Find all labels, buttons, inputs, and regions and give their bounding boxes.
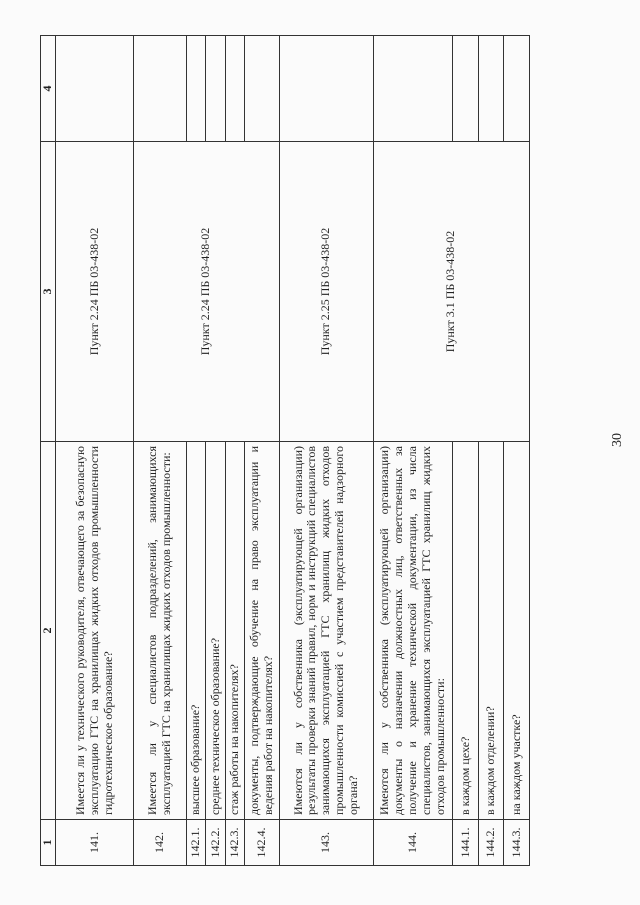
answer-cell [134,36,187,142]
answer-cell [225,36,244,142]
row-number: 142. [134,820,187,866]
table-row [373,36,453,866]
answer-cell [206,36,225,142]
answer-cell [56,36,134,142]
requirement-text: высшее образование? [187,442,206,820]
requirement-text: Имеются ли у собственника (эксплуатирующей организации) документы о назначении должностных лиц, ответственных за получение и хранение технической документации, из числа специалистов, занимающихся эксплуатацией ГТС хранилищ жидких отходов промышленности: [373,442,453,820]
requirement-text: среднее техническое образование? [206,442,225,820]
header-col-4: 4 [41,36,56,142]
row-number: 142.3. [225,820,244,866]
row-number: 141. [56,820,134,866]
checklist-table [40,35,530,866]
answer-cell [478,36,504,142]
row-number: 142.4. [244,820,279,866]
requirement-text: документы, подтверждающие обучение на право эксплуатации и ведения работ на накопителях? [244,442,279,820]
answer-cell [187,36,206,142]
requirement-text: Имеются ли у собственника (эксплуатирующей организации) результаты проверки знаний правил, норм и инструкций специалистов занимающихся эксплуатацией ГТС хранилищ жидких отходов промышленности комиссией с участием представителей надзорного органа? [279,442,373,820]
header-col-3: 3 [41,142,56,442]
answer-cell [453,36,479,142]
regulation-reference: Пункт 2.24 ПБ 03-438-02 [56,142,134,442]
table-row [56,36,134,866]
header-col-1: 1 [41,820,56,866]
row-number: 143. [279,820,373,866]
row-number: 144.2. [478,820,504,866]
page-number: 30 [610,433,625,447]
answer-cell [279,36,373,142]
requirement-text: Имеется ли у технического руководителя, отвечающего за безопасную эксплуатацию ГТС на хранилищах жидких отходов промышленности гидротехническое образование? [56,442,134,820]
row-number: 142.2. [206,820,225,866]
rotated-table-container [40,36,530,866]
requirement-text: стаж работы на накопителях? [225,442,244,820]
header-col-2: 2 [41,442,56,820]
requirement-text: в каждом цехе? [453,442,479,820]
row-number: 144.3. [504,820,530,866]
regulation-reference: Пункт 3.1 ПБ 03-438-02 [373,142,529,442]
row-number: 144.1. [453,820,479,866]
requirement-text: в каждом отделении? [478,442,504,820]
page-number-wrapper [610,433,634,468]
row-number: 142.1. [187,820,206,866]
answer-cell [504,36,530,142]
requirement-text: на каждом участке? [504,442,530,820]
table-row [279,36,373,866]
requirement-text: Имеется ли у специалистов подразделений, занимающихся эксплуатацией ГТС на хранилищах жидких отходов промышленности: [134,442,187,820]
answer-cell [373,36,453,142]
row-number: 144. [373,820,453,866]
answer-cell [244,36,279,142]
header-row [41,36,56,866]
table-row [134,36,187,866]
regulation-reference: Пункт 2.24 ПБ 03-438-02 [134,142,280,442]
regulation-reference: Пункт 2.25 ПБ 03-438-02 [279,142,373,442]
